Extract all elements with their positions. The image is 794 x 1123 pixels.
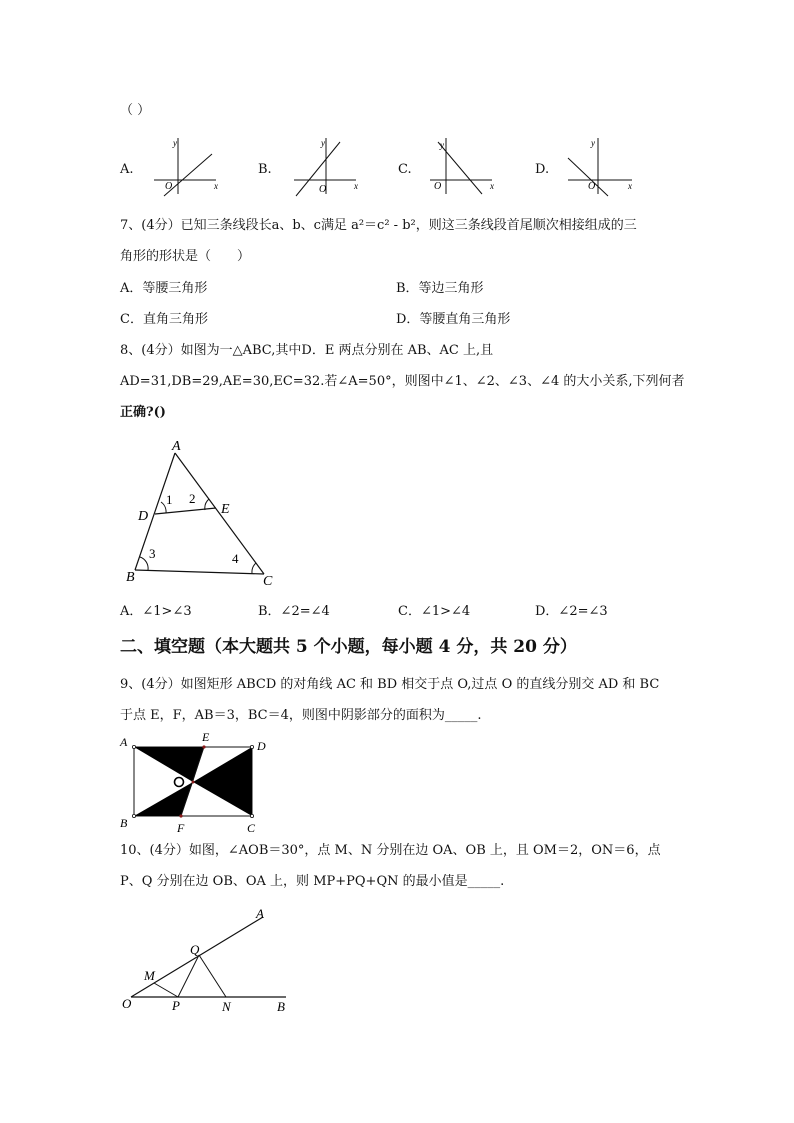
svg-text:N: N [222, 999, 231, 1014]
svg-text:x: x [628, 181, 632, 191]
svg-text:M: M [144, 968, 155, 983]
q8-option-c: C．∠1>∠4 [398, 604, 471, 619]
svg-text:x: x [214, 181, 218, 191]
q6-option-d-label: D. [535, 162, 550, 177]
svg-text:x: x [354, 181, 358, 191]
q8-stem-line2: AD=31,DB=29,AE=30,EC=32.若∠A=50°，则图中∠1、∠2、∠3、∠4 的大小关系,下列何者 [120, 374, 685, 389]
svg-text:x: x [490, 181, 494, 191]
q6-option-c-label: C. [398, 162, 412, 177]
svg-text:3: 3 [149, 546, 156, 561]
svg-text:B: B [126, 570, 135, 585]
q6-graph-b [292, 136, 364, 196]
q9-stem-line2: 于点 E，F，AB＝3，BC＝4，则图中阴影部分的面积为_____. [120, 708, 482, 723]
svg-text:C: C [263, 574, 273, 589]
svg-text:O: O [434, 181, 442, 192]
svg-text:y: y [321, 138, 325, 148]
q8-option-b: B．∠2=∠4 [258, 604, 330, 619]
svg-text:P: P [172, 998, 180, 1013]
q8-option-d: D．∠2=∠3 [535, 604, 608, 619]
svg-text:B: B [120, 816, 128, 830]
q7-option-a: A．等腰三角形 [120, 281, 208, 296]
svg-text:C: C [247, 821, 256, 835]
svg-text:O: O [122, 996, 132, 1011]
q9-stem-line1: 9、(4分）如图矩形 ABCD 的对角线 AC 和 BD 相交于点 O,过点 O 的直线分别交 AD 和 BC [120, 677, 660, 692]
svg-text:B: B [277, 999, 285, 1014]
q8-stem-line1: 8、(4分）如图为一△ABC,其中D．E 两点分别在 AB、AC 上,且 [120, 343, 494, 358]
svg-text:O: O [588, 181, 596, 192]
q6-graph-d [566, 136, 638, 196]
q6-option-a-label: A. [120, 162, 134, 177]
svg-text:2: 2 [189, 491, 196, 506]
svg-text:Q: Q [190, 942, 200, 957]
q6-option-b-label: B. [258, 162, 272, 177]
q10-angle-figure [118, 904, 298, 1020]
svg-text:O: O [165, 181, 173, 192]
svg-text:y: y [173, 138, 177, 148]
svg-text:y: y [591, 138, 595, 148]
q8-triangle-figure [118, 436, 288, 588]
svg-text:A: A [172, 439, 181, 454]
q6-graph-a [152, 136, 224, 196]
q7-stem-line2: 角形的形状是（ ） [120, 249, 251, 264]
q8-option-a: A．∠1>∠3 [120, 604, 192, 619]
section-2-heading: 二、填空题（本大题共 5 个小题，每小题 4 分，共 20 分） [120, 637, 577, 657]
svg-text:A: A [120, 735, 128, 749]
q10-stem-line2: P、Q 分别在边 OB、OA 上，则 MP+PQ+QN 的最小值是_____. [120, 874, 505, 889]
q9-rectangle-figure [118, 732, 278, 836]
svg-text:D: D [257, 739, 266, 753]
svg-text:E: E [221, 502, 230, 517]
q7-option-d: D．等腰直角三角形 [396, 312, 511, 327]
q6-graph-c [428, 136, 500, 196]
q8-stem-line3: 正确?() [120, 405, 166, 420]
svg-text:F: F [177, 821, 185, 835]
q7-option-c: C．直角三角形 [120, 312, 208, 327]
svg-text:y: y [440, 140, 444, 150]
svg-text:O: O [319, 184, 327, 195]
q6-answer-bracket: （ ） [120, 103, 151, 118]
q10-stem-line1: 10、(4分）如图，∠AOB＝30°，点 M、N 分别在边 OA、OB 上，且 OM＝2，ON＝6，点 [120, 843, 661, 858]
svg-text:4: 4 [232, 551, 239, 566]
svg-text:E: E [202, 730, 210, 744]
q7-stem-line1: 7、(4分）已知三条线段长a、b、c满足 a²＝c² - b²，则这三条线段首尾顺次相接组成的三 [120, 218, 637, 233]
svg-text:1: 1 [166, 492, 173, 507]
svg-text:D: D [138, 509, 149, 524]
q7-option-b: B．等边三角形 [396, 281, 484, 296]
svg-text:A: A [256, 906, 264, 921]
